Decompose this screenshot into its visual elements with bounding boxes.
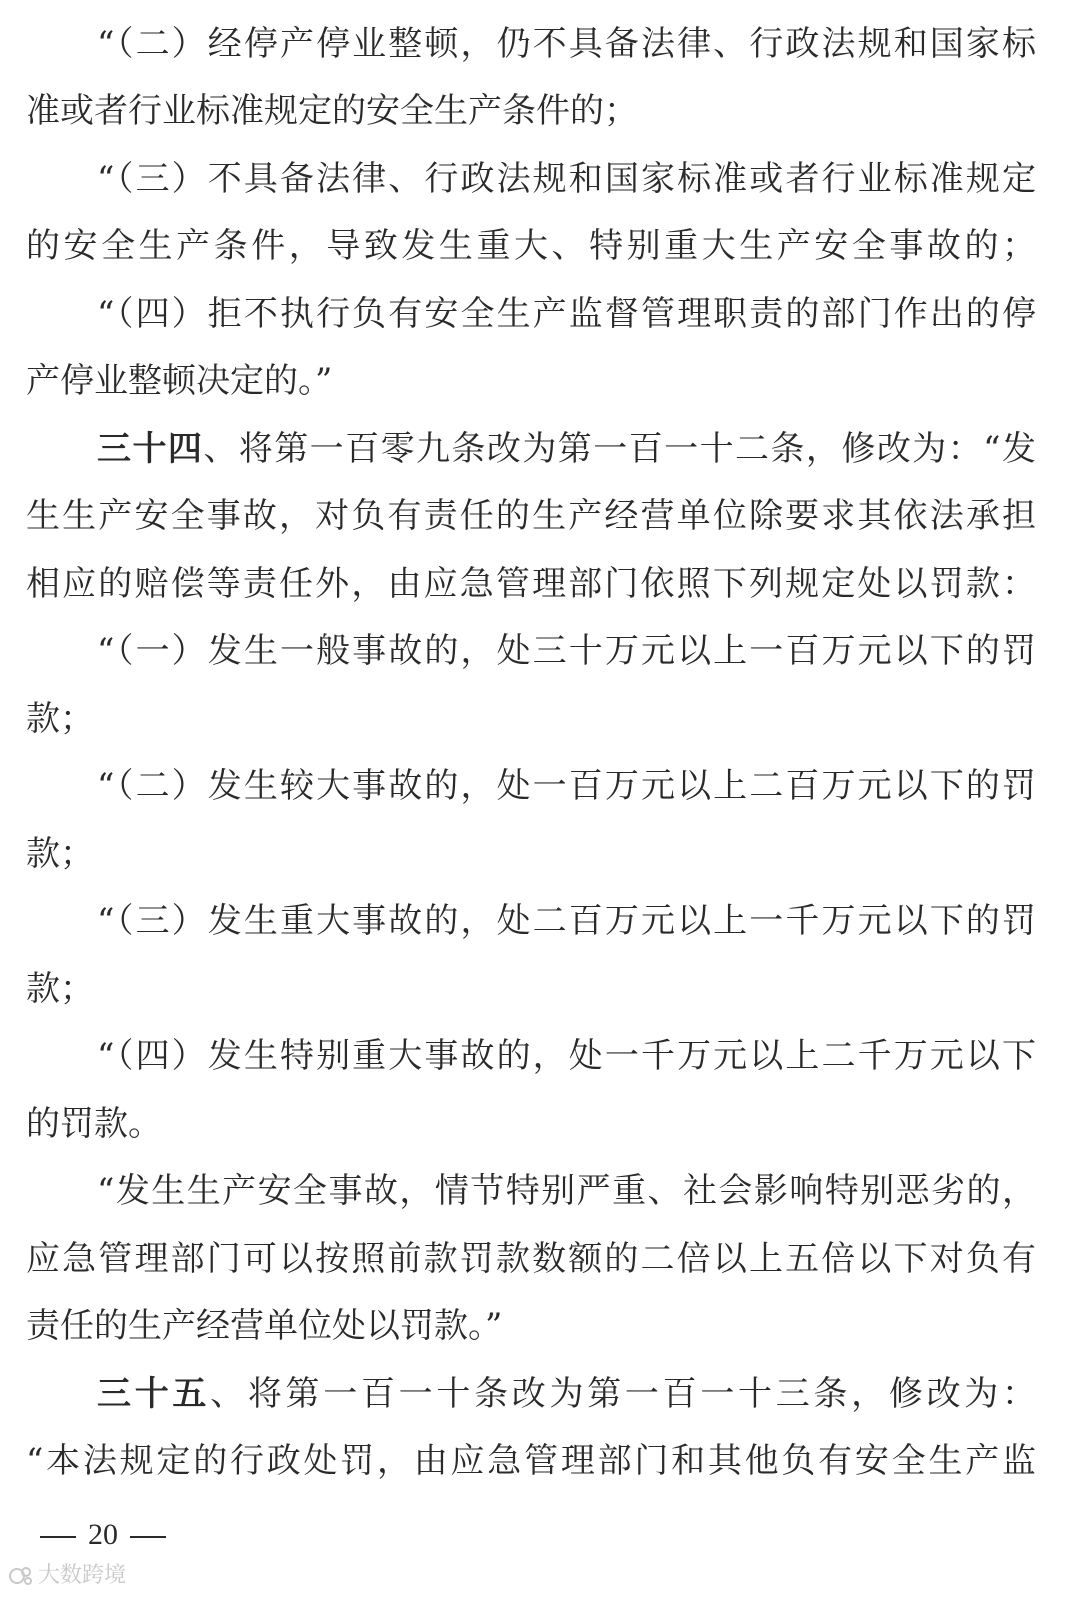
text-line: “（四）发生特别重大事故的，处一千万元以上二千万元以下	[97, 1036, 1036, 1076]
footer-dash-right	[130, 1536, 166, 1538]
text-line: 款；	[26, 834, 94, 874]
text-line: “（一）发生一般事故的，处三十万元以上一百万元以下的罚	[97, 631, 1036, 671]
text-line: “（二）发生较大事故的，处一百万元以上二百万元以下的罚	[97, 766, 1036, 806]
article-34-line	[97, 422, 1036, 476]
text-line: “（三）发生重大事故的，处二百万元以上一千万元以下的罚	[97, 901, 1036, 941]
article-number-34: 三十四	[97, 429, 204, 469]
text-line: 生生产安全事故，对负有责任的生产经营单位除要求其依法承担	[26, 496, 1036, 536]
text-line: “（三）不具备法律、行政法规和国家标准或者行业标准规定	[97, 159, 1036, 199]
text-line: 款；	[26, 969, 94, 1009]
text-line: “（四）拒不执行负有安全生产监督管理职责的部门作出的停	[97, 294, 1036, 334]
text-line: 产停业整顿决定的。”	[26, 361, 333, 401]
text-line: 应急管理部门可以按照前款罚款数额的二倍以上五倍以下对负有	[26, 1239, 1036, 1279]
article-number-35: 三十五	[97, 1374, 211, 1414]
watermark-text: 大数跨境	[38, 1563, 127, 1588]
footer-dash-left	[40, 1536, 76, 1538]
watermark-logo-icon	[8, 1563, 34, 1589]
text-line: “发生生产安全事故，情节特别严重、社会影响特别恶劣的，	[97, 1171, 1036, 1211]
text-line: 相应的赔偿等责任外，由应急管理部门依照下列规定处以罚款：	[26, 564, 1036, 604]
text-run: 、将第一百零九条改为第一百一十二条，修改为：“发	[203, 429, 1036, 469]
text-run: 、将第一百一十条改为第一百一十三条，修改为：	[210, 1374, 1036, 1414]
text-line: 款；	[26, 699, 94, 739]
text-line: 准或者行业标准规定的安全生产条件的；	[26, 91, 638, 131]
text-line: 的安全生产条件，导致发生重大、特别重大生产安全事故的；	[26, 226, 1036, 266]
text-line: “（二）经停产停业整顿，仍不具备法律、行政法规和国家标	[97, 24, 1036, 64]
text-line: 的罚款。	[26, 1104, 162, 1144]
watermark	[8, 1560, 126, 1592]
text-line: 责任的生产经营单位处以罚款。”	[26, 1306, 503, 1346]
page-number: 20	[88, 1518, 118, 1551]
page-footer	[28, 1510, 178, 1560]
article-35-line	[97, 1367, 1036, 1421]
text-line: “本法规定的行政处罚，由应急管理部门和其他负有安全生产监	[26, 1441, 1036, 1481]
